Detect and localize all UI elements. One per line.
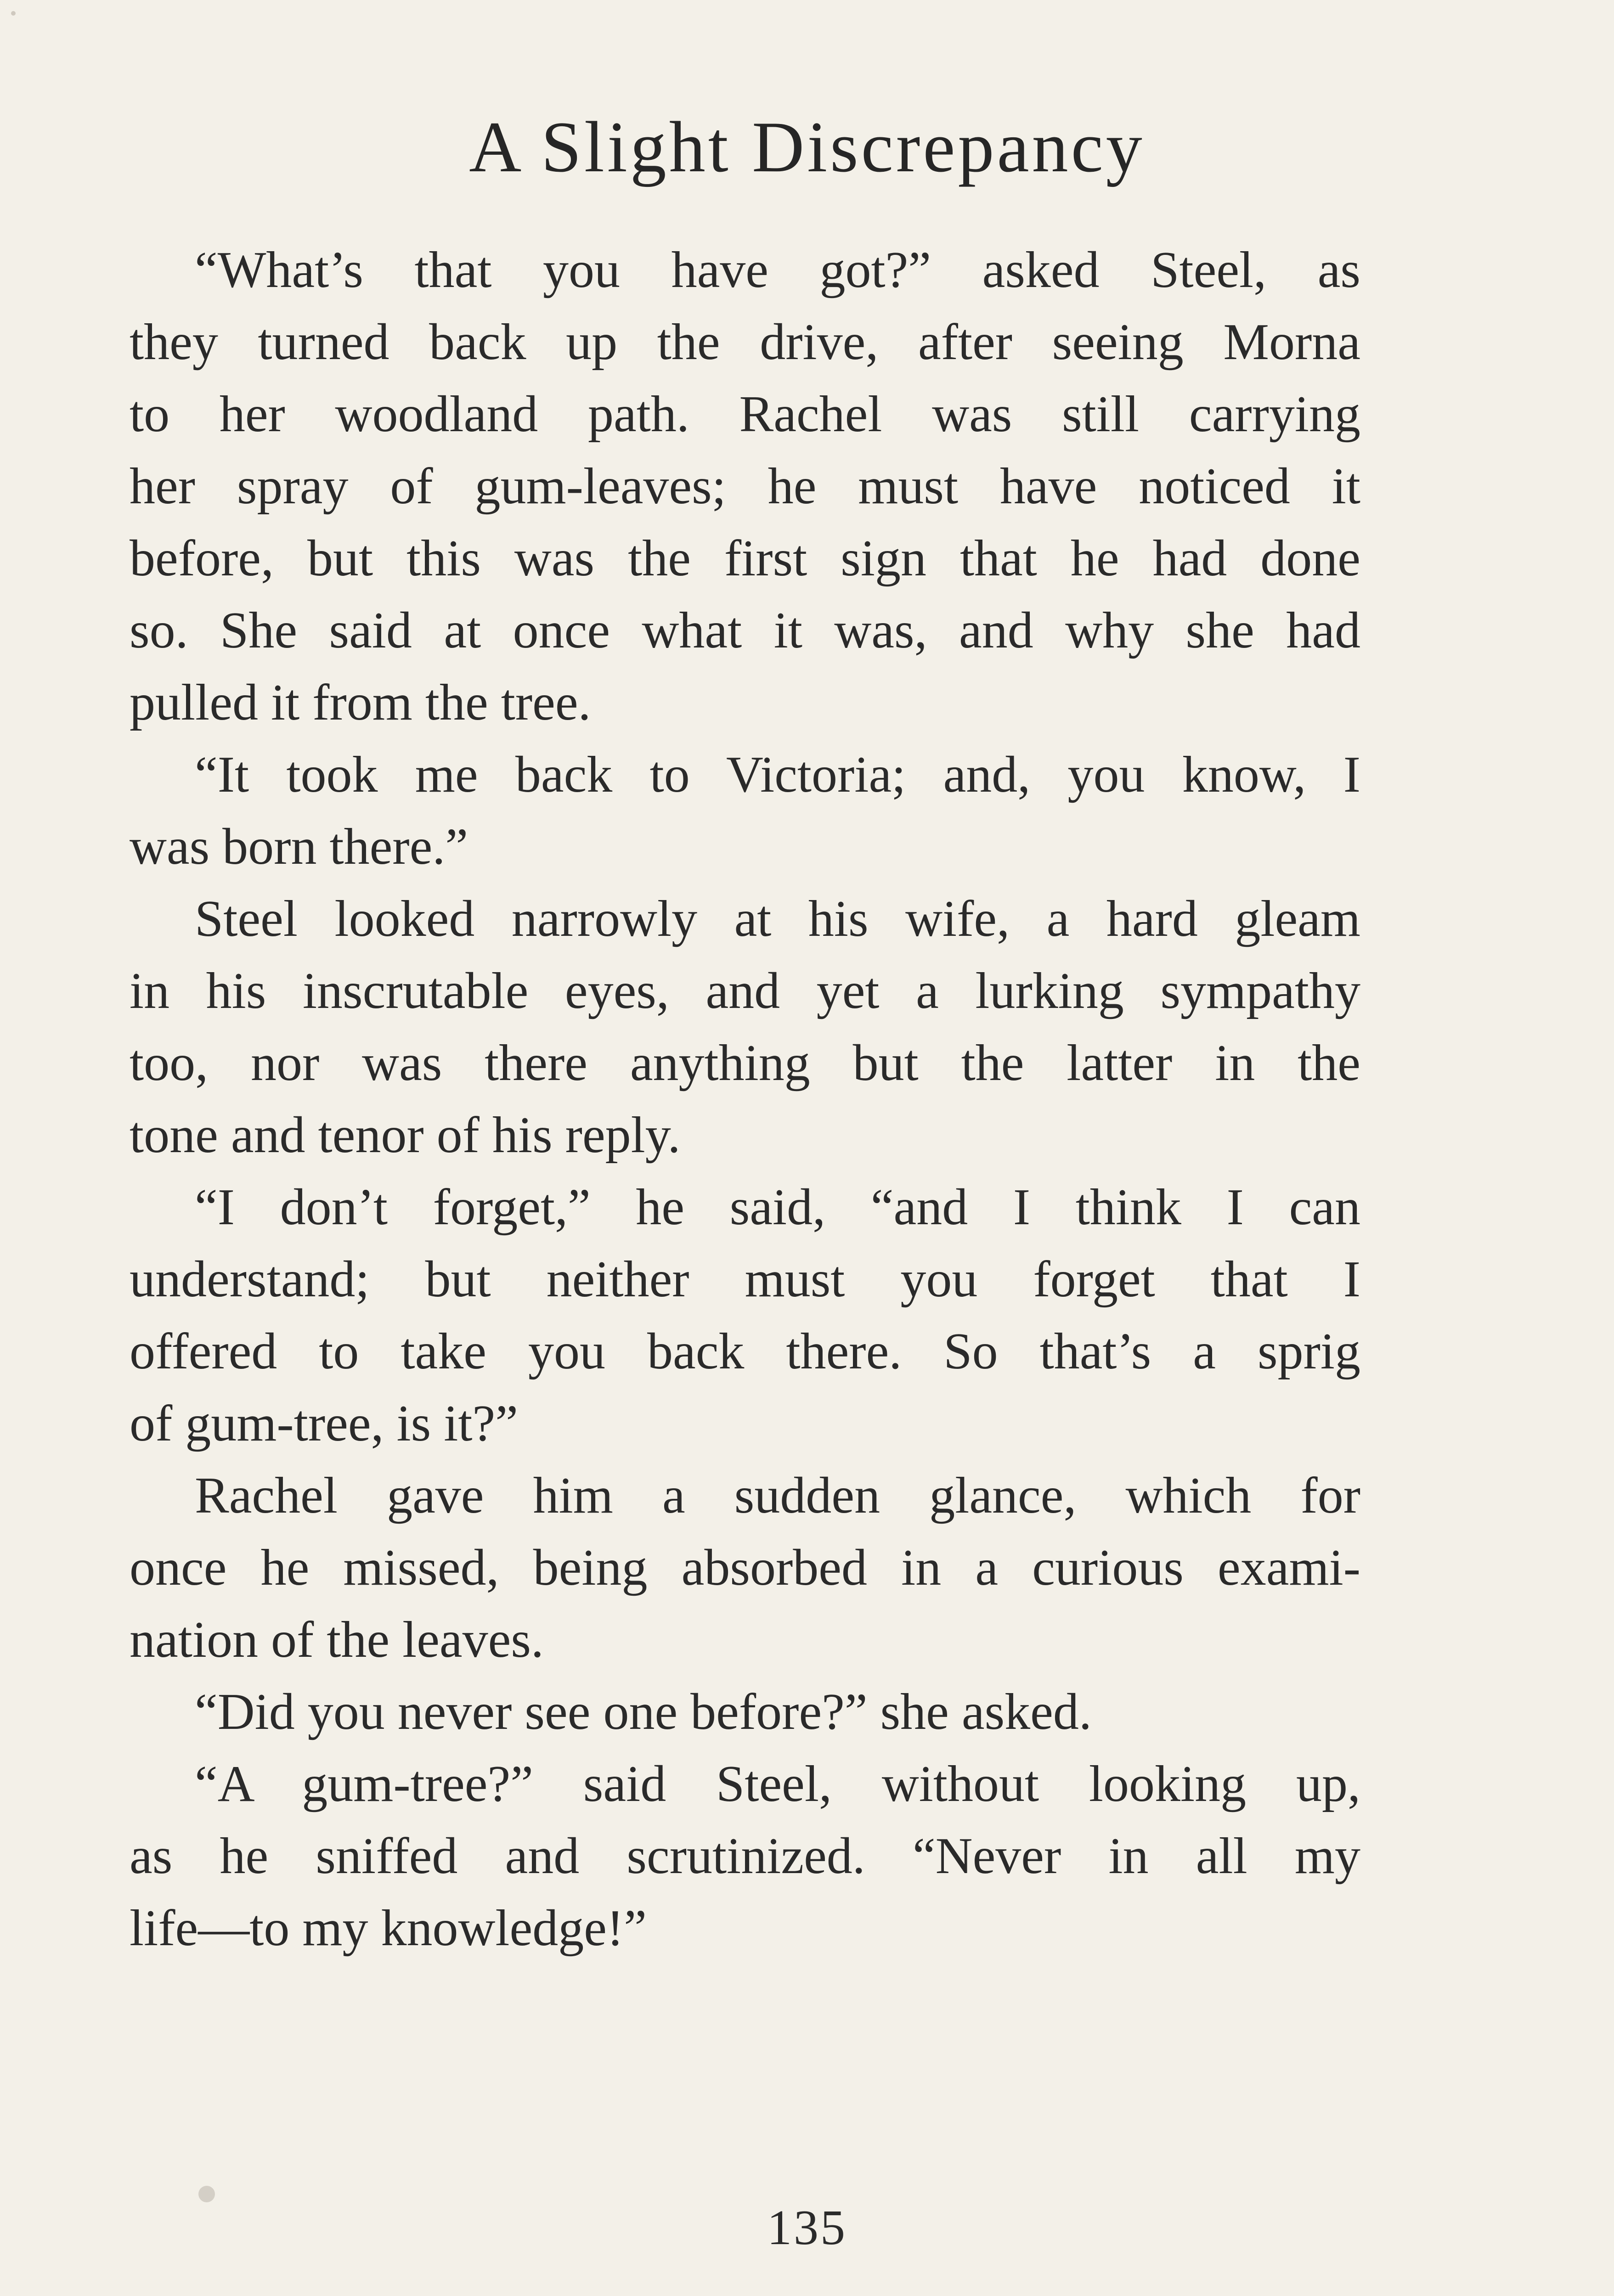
paper-spot	[11, 11, 16, 16]
body-text	[130, 234, 1360, 1964]
text-line: “Did you never see one before?” she asked.	[195, 1683, 1092, 1740]
text-line: Steel looked narrowly at his wife, a hard gleam	[195, 890, 1360, 947]
text-line: in his inscrutable eyes, and yet a lurking sympathy	[130, 962, 1360, 1019]
text-line: tone and tenor of his reply.	[130, 1107, 681, 1164]
text-line: nation of the leaves.	[130, 1611, 544, 1668]
text-line: of gum-tree, is it?”	[130, 1395, 518, 1452]
text-line: to her woodland path. Rachel was still carrying	[130, 386, 1360, 443]
text-line: they turned back up the drive, after seeing Morna	[130, 314, 1360, 371]
text-line: as he sniffed and scrutinized. “Never in all my	[130, 1828, 1360, 1885]
text-line: life—to my knowledge!”	[130, 1900, 647, 1957]
text-line: was born there.”	[130, 818, 468, 875]
text-line: “I don’t forget,” he said, “and I think I can	[195, 1179, 1360, 1236]
text-line: too, nor was there anything but the latter in the	[130, 1035, 1360, 1092]
text-line: “What’s that you have got?” asked Steel, as	[195, 242, 1360, 298]
text-line: understand; but neither must you forget that I	[130, 1251, 1360, 1308]
text-line: “A gum-tree?” said Steel, without looking up,	[195, 1756, 1360, 1812]
running-head: A Slight Discrepancy	[469, 107, 1145, 187]
text-line: before, but this was the first sign that he had done	[130, 530, 1360, 587]
text-line: so. She said at once what it was, and why she had	[130, 602, 1360, 659]
text-line: once he missed, being absorbed in a curious exami-	[130, 1539, 1360, 1596]
text-line: “It took me back to Victoria; and, you know, I	[195, 746, 1360, 803]
text-line: her spray of gum-leaves; he must have noticed it	[130, 458, 1360, 515]
text-line: pulled it from the tree.	[130, 674, 591, 731]
text-line: Rachel gave him a sudden glance, which for	[195, 1467, 1360, 1524]
page-number: 135	[767, 2200, 847, 2255]
text-line: offered to take you back there. So that’s a sprig	[130, 1323, 1360, 1380]
